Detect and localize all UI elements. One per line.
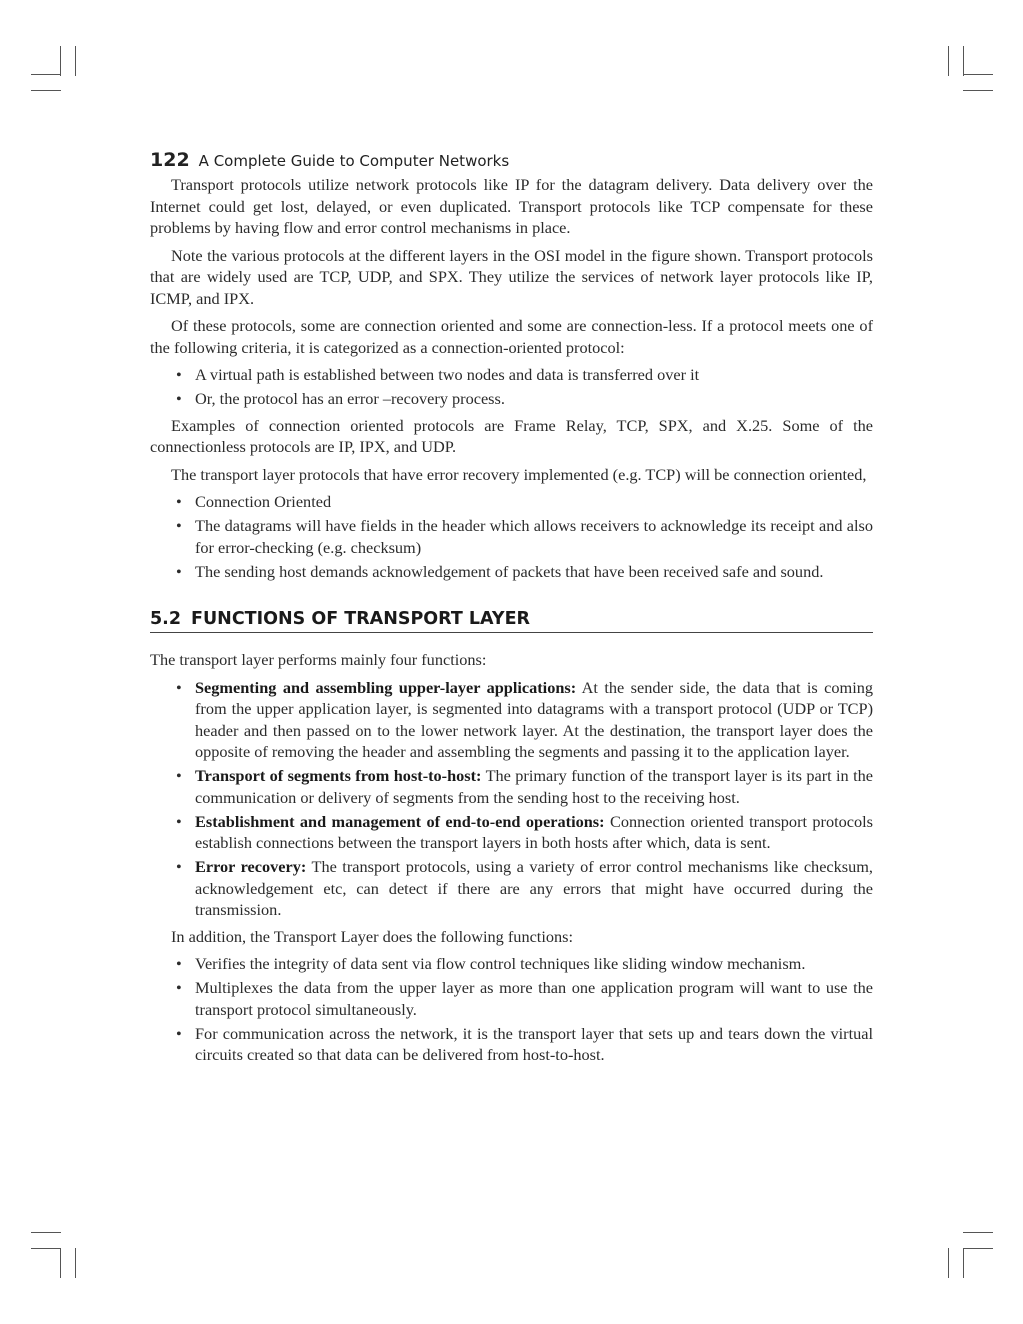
crop-mark: [75, 46, 76, 76]
list-item: • The sending host demands acknowledgement of packets that have been received safe and sound.: [195, 561, 873, 583]
crop-mark: [948, 1248, 949, 1278]
crop-mark: [60, 46, 61, 76]
crop-mark: [948, 46, 949, 76]
function-term: Establishment and management of end-to-end operations:: [195, 811, 605, 831]
paragraph: Transport protocols utilize network protocols like IP for the datagram delivery. Data delivery over the Internet could get lost, delayed, or even duplicated. Transport protocols like TCP compensate for these problems by having flow and error control mechanisms in place.: [150, 175, 873, 237]
paragraph: The transport layer protocols that have error recovery implemented (e.g. TCP) will be connection oriented,: [171, 464, 867, 484]
paragraph: Note the various protocols at the different layers in the OSI model in the figure shown. Transport protocols that are widely used are TCP, UDP, and SPX. They utilize the services of network layer protocols like IP, ICMP, and IPX.: [150, 245, 873, 308]
section-number: 5.2: [150, 609, 182, 629]
list-item: [195, 856, 873, 921]
running-head: [150, 146, 873, 174]
crop-mark: [31, 74, 61, 75]
page-number: 122: [150, 149, 190, 171]
section-heading: [150, 608, 873, 633]
function-term: Segmenting and assembling upper-layer applications:: [195, 677, 577, 697]
crop-mark: [963, 1248, 993, 1249]
list-item: • Connection Oriented: [195, 491, 873, 513]
book-title: A Complete Guide to Computer Networks: [198, 152, 510, 170]
function-text: At the sender side, the data that is coming from the upper application layer, is segmented into datagrams with a transport protocol (UDP or TCP) header and then passed on to the lower network layer. At the destination, the transport layer does the opposite of removing the header and assembling the segments and passing it to the application layer.: [195, 677, 873, 761]
crop-mark: [60, 1248, 61, 1278]
book-page: [150, 146, 873, 1071]
crop-mark: [31, 90, 61, 91]
criteria-list: [150, 364, 873, 410]
function-text: The primary function of the transport layer is its part in the communication or delivery of segments from the sending host to the receiving host.: [195, 766, 873, 807]
list-item: • Multiplexes the data from the upper layer as more than one application program will want to use the transport protocol simultaneously.: [195, 977, 873, 1020]
list-item: • A virtual path is established between two nodes and data is transferred over it: [195, 364, 873, 386]
function-text: The transport protocols, using a variety of error control mechanisms like checksum, acknowledgement etc, can detect if there are any errors that might have occurred during the transmission.: [195, 857, 873, 919]
function-term: Error recovery:: [195, 857, 307, 876]
crop-mark: [31, 1248, 61, 1249]
list-item: • Or, the protocol has an error –recovery process.: [195, 388, 873, 410]
function-term: Transport of segments from host-to-host:: [195, 766, 482, 785]
paragraph: The transport layer performs mainly four functions:: [150, 650, 487, 669]
list-item: • Verifies the integrity of data sent via flow control techniques like sliding window mechanism.: [195, 953, 873, 975]
additional-functions-list: [150, 953, 873, 1066]
crop-mark: [31, 1232, 61, 1233]
section-title: FUNCTIONS OF TRANSPORT LAYER: [191, 609, 531, 629]
paragraph: Examples of connection oriented protocols are Frame Relay, TCP, SPX, and X.25. Some of the connectionless protocols are IP, IPX, and UDP.: [150, 415, 873, 456]
crop-mark: [963, 1232, 993, 1233]
list-item: • For communication across the network, it is the transport layer that sets up and tears down the virtual circuits created so that data can be delivered from host-to-host.: [195, 1023, 873, 1066]
connection-oriented-list: [150, 491, 873, 582]
crop-mark: [963, 1248, 964, 1278]
list-item: • The datagrams will have fields in the header which allows receivers to acknowledge its receipt and also for error-checking (e.g. checksum): [195, 515, 873, 558]
crop-mark: [963, 90, 993, 91]
paragraph: Of these protocols, some are connection oriented and some are connection-less. If a protocol meets one of the following criteria, it is categorized as a connection-oriented protocol:: [150, 316, 873, 357]
list-item: [195, 677, 873, 763]
function-text: Connection oriented transport protocols establish connections between the transport layers in both hosts after which, data is sent.: [195, 811, 874, 852]
functions-list: [150, 677, 873, 921]
paragraph: In addition, the Transport Layer does the following functions:: [171, 926, 573, 946]
list-item: [195, 811, 873, 854]
crop-mark: [963, 46, 964, 76]
crop-mark: [963, 74, 993, 75]
list-item: [195, 765, 873, 808]
crop-mark: [75, 1248, 76, 1278]
